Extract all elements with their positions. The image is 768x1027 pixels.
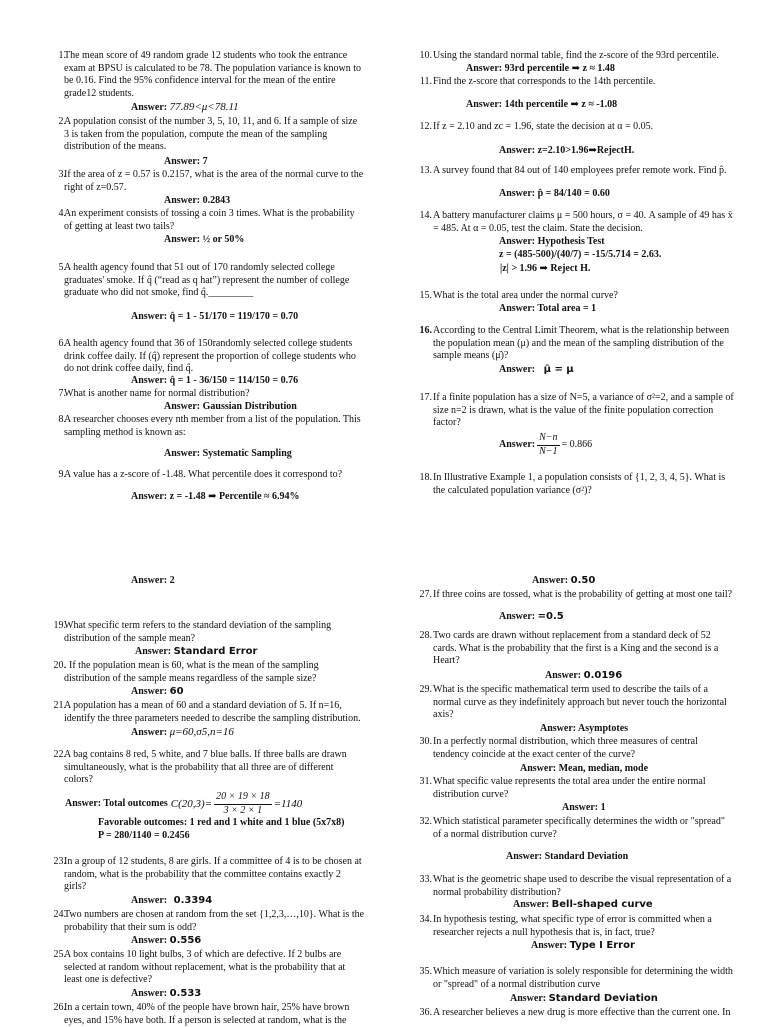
answer-28: Answer: 0.0196 [545, 670, 623, 681]
answer-11: Answer: 14th percentile ➡ z ≈ -1.08 [466, 99, 618, 110]
answer-mid-left: Answer: 2 [131, 575, 175, 586]
answer-29: Answer: Asymptotes [540, 723, 629, 734]
answer-20: Answer: 60 [131, 686, 184, 697]
answer-3: Answer: 0.2843 [164, 195, 231, 206]
answer-22-probability: P = 280/1140 = 0.2456 [98, 830, 190, 841]
answer-6: Answer: q̂ = 1 - 36/150 = 114/150 = 0.76 [131, 375, 299, 386]
answer-17: Answer: $\frac{N-n}{N-1}$ = 0.866 [499, 432, 593, 457]
answer-4: Answer: ½ or 50% [164, 234, 245, 245]
answer-32: Answer: Standard Deviation [506, 851, 629, 862]
answer-1: Answer: 77.89<μ<78.11 [131, 101, 239, 113]
answer-14-line3: |z| > 1.96 ➡ Reject H. [500, 263, 591, 274]
answer-2: Answer: 7 [164, 156, 208, 167]
correction-factor-fraction: $\frac{N-n}{N-1}$ [539, 432, 558, 457]
answer-31: Answer: 1 [562, 802, 606, 813]
answer-33: Answer: Bell-shaped curve [513, 899, 653, 910]
answer-21: Answer: μ=60,σ5,n=16 [131, 726, 234, 738]
answer-12: Answer: z=2.10>1.96➡RejectH. [499, 145, 635, 156]
answer-15: Answer: Total area = 1 [499, 303, 597, 314]
answer-16: Answer: μ̄ = μ [499, 364, 574, 375]
answer-mid-right: Answer: 0.50 [532, 575, 596, 586]
answer-30: Answer: Mean, median, mode [520, 763, 649, 774]
answer-10: Answer: 93rd percentile ➡ z ≈ 1.48 [466, 63, 615, 74]
answer-7: Answer: Gaussian Distribution [164, 401, 297, 412]
answer-22: Answer: Total outcomes C(20,3)= $\frac{20 \times 19 \times 18}{3 \times 2 \times 1}$ =1140 [65, 791, 303, 816]
answer-24: Answer: 0.556 [131, 935, 202, 946]
answer-23: Answer: 0.3394 [131, 895, 213, 906]
answer-14-line2: z = (485-500)/(40/7) = -15/5.714 = 2.63. [499, 249, 662, 260]
combination-fraction: $\frac{20 \times 19 \times 18}{3 \times 2 \times 1}$ [216, 791, 270, 816]
answer-13: Answer: p̂ = 84/140 = 0.60 [499, 188, 610, 199]
answer-27: Answer: =0.5 [499, 611, 564, 622]
answer-35: Answer: Standard Deviation [510, 993, 658, 1004]
answer-22-favorable: Favorable outcomes: 1 red and 1 white and 1 blue (5x7x8) [98, 817, 345, 828]
answer-34: Answer: Type I Error [531, 940, 635, 951]
answer-8: Answer: Systematic Sampling [164, 448, 292, 459]
answer-25: Answer: 0.533 [131, 988, 202, 999]
answer-5: Answer: q̂ = 1 - 51/170 = 119/170 = 0.70 [131, 311, 299, 322]
answer-14: Answer: Hypothesis Test [499, 236, 605, 247]
answer-9: Answer: z = -1.48 ➡ Percentile ≈ 6.94% [131, 491, 300, 502]
answer-19: Answer: Standard Error [135, 646, 258, 657]
